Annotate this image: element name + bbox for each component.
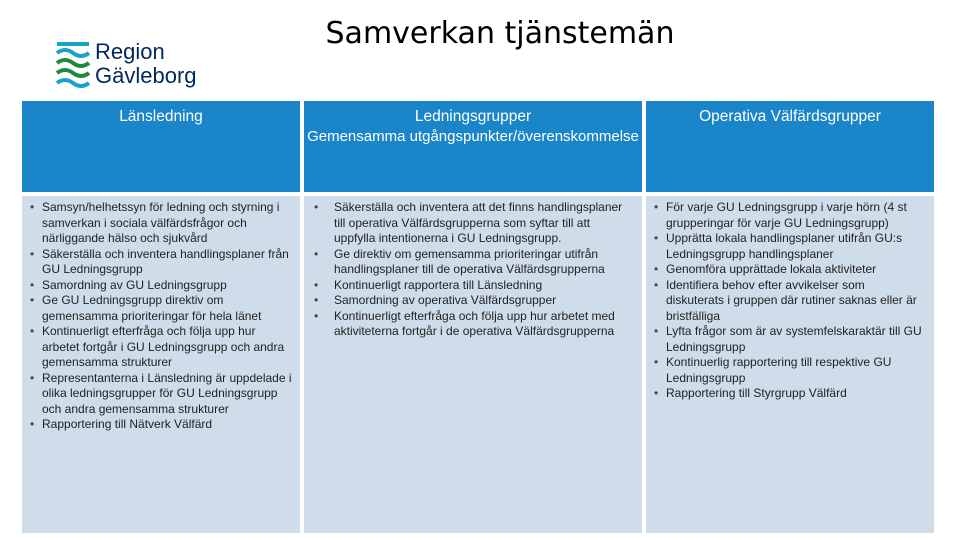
list-item: • Lyfta frågor som är av systemfelskaraktär till GU Ledningsgrupp xyxy=(652,324,926,355)
list-item: • Rapportering till Nätverk Välfärd xyxy=(28,417,292,433)
wave-logo-icon xyxy=(55,40,91,88)
page-title: Samverkan tjänstemän xyxy=(325,16,675,51)
logo-line-1: Region xyxy=(95,39,165,64)
column-heading: Operativa Välfärdsgrupper xyxy=(699,108,881,125)
list-item: • Samordning av operativa Välfärdsgrupper xyxy=(310,293,634,309)
logo-line-2: Gävleborg xyxy=(95,63,197,88)
region-gavleborg-logo xyxy=(55,40,225,95)
list-item: • Rapportering till Styrgrupp Välfärd xyxy=(652,386,926,402)
bullet-list xyxy=(28,200,292,433)
list-item: • Kontinuerligt efterfråga och följa upp hur arbetet med aktiviteterna fortgår i de operativa Välfärdsgrupperna xyxy=(310,309,634,340)
list-item: • Kontinuerlig rapportering till respektive GU Ledningsgrupp xyxy=(652,355,926,386)
list-item: • För varje GU Ledningsgrupp i varje hörn (4 st grupperingar för varje GU Ledningsgrupp) xyxy=(652,200,926,231)
list-item: • Representanterna i Länsledning är uppdelade i olika ledningsgrupper för GU Ledningsgrupp och andra gemensamma strukturer xyxy=(28,371,292,418)
column-body xyxy=(304,196,642,533)
column-header xyxy=(646,101,934,192)
list-item: • Ge GU Ledningsgrupp direktiv om gemensamma prioriteringar för hela länet xyxy=(28,293,292,324)
column-body xyxy=(646,196,934,533)
column-lansledning xyxy=(22,101,300,533)
column-heading: Länsledning xyxy=(119,108,203,125)
bullet-list xyxy=(310,200,634,340)
list-item: • Kontinuerligt rapportera till Länsledning xyxy=(310,278,634,294)
column-header xyxy=(22,101,300,192)
column-operativa-valfardsgrupper xyxy=(646,101,934,533)
logo-wordmark xyxy=(95,40,197,88)
list-item: • Säkerställa och inventera handlingsplaner från GU Ledningsgrupp xyxy=(28,247,292,278)
column-subheading: Gemensamma utgångspunkter/överenskommelse xyxy=(307,128,639,145)
list-item: • Samordning av GU Ledningsgrupp xyxy=(28,278,292,294)
list-item: • Kontinuerligt efterfråga och följa upp hur arbetet fortgår i GU Ledningsgrupp och andra gemensamma strukturer xyxy=(28,324,292,371)
column-body xyxy=(22,196,300,533)
list-item: • Samsyn/helhetssyn för ledning och styrning i samverkan i sociala välfärdsfrågor och närliggande hälso och sjukvård xyxy=(28,200,292,247)
column-ledningsgrupper xyxy=(304,101,642,533)
bullet-list xyxy=(652,200,926,402)
column-header xyxy=(304,101,642,192)
list-item: • Ge direktiv om gemensamma prioriteringar utifrån handlingsplaner till de operativa Välfärdsgrupperna xyxy=(310,247,634,278)
list-item: • Genomföra upprättade lokala aktiviteter xyxy=(652,262,926,278)
list-item: • Upprätta lokala handlingsplaner utifrån GU:s Ledningsgrupp handlingsplaner xyxy=(652,231,926,262)
list-item: • Säkerställa och inventera att det finns handlingsplaner till operativa Välfärdsgrupperna som syftar till att uppfylla intentionerna i GU Ledningsgrupp. xyxy=(310,200,634,247)
columns-table xyxy=(22,101,934,533)
list-item: • Identifiera behov efter avvikelser som diskuterats i gruppen där rutiner saknas eller är bristfälliga xyxy=(652,278,926,325)
column-heading: Ledningsgrupper xyxy=(414,108,532,125)
